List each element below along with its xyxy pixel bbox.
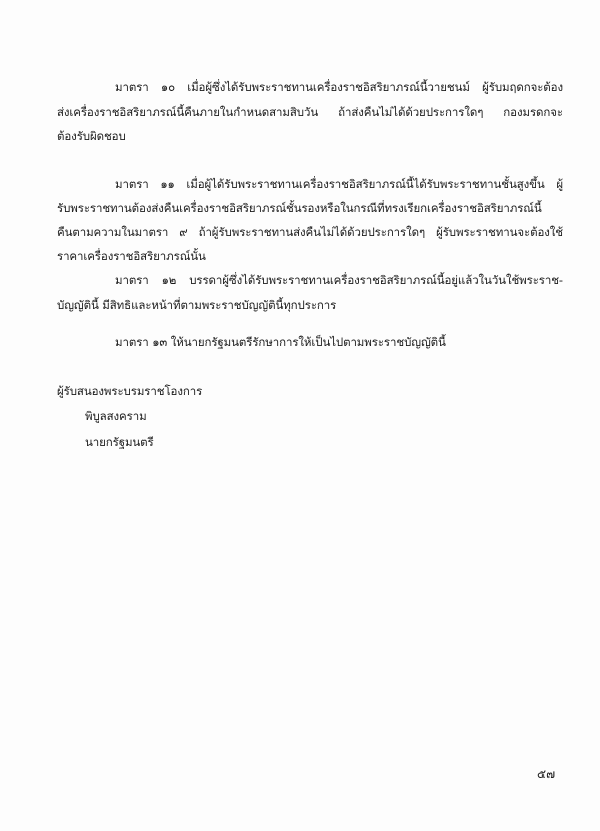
section-12-line-2: บัญญัตินี้ มีสิทธิและหน้าที่ตามพระราชบัญญัตินี้ทุกประการ bbox=[57, 298, 337, 312]
countersign-title: นายกรัฐมนตรี bbox=[85, 435, 154, 449]
section-11-line-2: รับพระราชทานต้องส่งคืนเครื่องราชอิสริยาภรณ์ชั้นรองหรือในกรณีที่ทรงเรียกเครื่องราชอิสริยาภรณ์นี้ bbox=[57, 201, 542, 215]
section-11-line-3: คืนตามความในมาตรา ๙ ถ้าผู้รับพระราชทานส่งคืนไม่ได้ด้วยประการใดๆ ผู้รับพระราชทานจะต้องใช้ bbox=[57, 225, 563, 239]
countersign-name: พิบูลสงคราม bbox=[85, 409, 147, 423]
section-10-line-2: ส่งเครื่องราชอิสริยาภรณ์นี้คืนภายในกำหนดสามสิบวัน ถ้าส่งคืนไม่ได้ด้วยประการใดๆ กองมรดกจะ bbox=[57, 105, 563, 119]
section-13-line-1: มาตรา ๑๓ ให้นายกรัฐมนตรีรักษาการให้เป็นไปตามพระราชบัญญัตินี้ bbox=[115, 335, 446, 349]
section-12-line-1: มาตรา ๑๒ บรรดาผู้ซึ่งได้รับพระราชทานเครื่องราชอิสริยาภรณ์นี้อยู่แล้วในวันใช้พระราช- bbox=[115, 273, 563, 287]
countersign-label: ผู้รับสนองพระบรมราชโองการ bbox=[57, 384, 203, 398]
section-11-line-4: ราคาเครื่องราชอิสริยาภรณ์นั้น bbox=[57, 249, 206, 263]
section-10-line-3: ต้องรับผิดชอบ bbox=[57, 129, 126, 143]
page-number: ๕๗ bbox=[537, 767, 556, 781]
section-11-line-1: มาตรา ๑๑ เมื่อผู้ได้รับพระราชทานเครื่องราชอิสริยาภรณ์นี้ได้รับพระราชทานชั้นสูงขึ้น ผู้ bbox=[115, 177, 563, 191]
section-10-line-1: มาตรา ๑๐ เมื่อผู้ซึ่งได้รับพระราชทานเครื่องราชอิสริยาภรณ์นี้วายชนม์ ผู้รับมฤดกจะต้อง bbox=[115, 80, 563, 94]
